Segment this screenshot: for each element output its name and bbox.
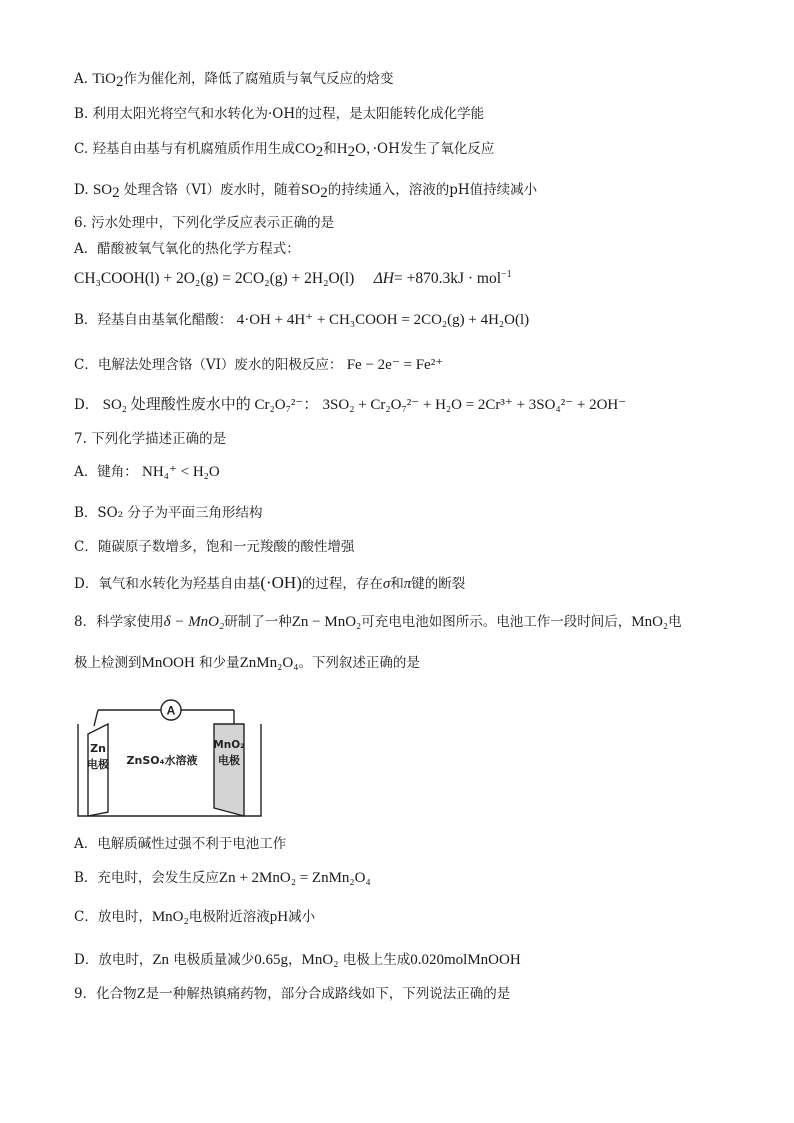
zn-wire xyxy=(94,710,98,726)
q5-option-a: A. TiO$_2$作为催化剂，降低了腐殖质与氧气反应的焓变 xyxy=(74,71,394,90)
q9-stem: 9．化合物Z是一种解热镇痛药物，部分合成路线如下，下列说法正确的是 xyxy=(74,986,511,1002)
q5-option-c: C. 羟基自由基与有机腐殖质作用生成$CO_2$和$H_2O$，·OH发生了氧化反应 xyxy=(74,141,495,160)
q7-option-c: C．随碳原子数增多，饱和一元羧酸的酸性增强 xyxy=(74,539,355,555)
q8-stem-line1: 8．科学家使用δ − MnO₂研制了一种Zn − MnO₂可充电电池如图所示。电池工作一段时间后，MnO₂电 xyxy=(74,614,682,630)
q7-stem: 7. 下列化学描述正确的是 xyxy=(74,431,227,447)
mno2-electrode-label-1: MnO₂ xyxy=(213,739,245,751)
mno2-electrode-label-2: 电极 xyxy=(218,754,240,767)
q5-option-b: B. 利用太阳光将空气和水转化为·OH的过程，是太阳能转化成化学能 xyxy=(74,106,485,122)
q6-option-d: D． SO₂ 处理酸性废水中的 Cr₂O₇²⁻： 3SO₂ + Cr₂O₇²⁻ + H₂O = 2Cr³⁺ + 3SO₄²⁻ + 2OH⁻ xyxy=(74,397,627,413)
ammeter-label: A xyxy=(166,703,176,718)
electrolyte-label: ZnSO₄水溶液 xyxy=(126,754,198,767)
q8-option-b: B．充电时，会发生反应Zn + 2MnO₂ = ZnMn₂O₄ xyxy=(74,870,371,886)
q6-stem: 6. 污水处理中，下列化学反应表示正确的是 xyxy=(74,215,335,231)
zn-electrode-label-1: Zn xyxy=(90,742,106,755)
q8-option-d: D．放电时，Zn 电极质量减少0.65g，MnO₂ 电极上生成0.020molMnOOH xyxy=(74,952,521,968)
q6-option-c: C．电解法处理含铬（VI）废水的阳极反应： Fe − 2e⁻ = Fe²⁺ xyxy=(74,357,444,373)
q6-option-a-text: A．醋酸被氧气氧化的热化学方程式： xyxy=(74,241,300,257)
q8-option-a: A．电解质碱性过强不利于电池工作 xyxy=(74,836,287,852)
zn-electrode-label-2: 电极 xyxy=(87,758,109,771)
q6-option-a-equation: CH₃COOH(l) + 2O₂(g) = 2CO₂(g) + 2H₂O(l) ΔH= +870.3kJ · mol$^{-1}$ xyxy=(74,269,512,287)
battery-diagram xyxy=(74,696,264,820)
q5-option-d: D. $SO_2$ 处理含铬（VI）废水时，随着$SO_2$的持续通入，溶液的pH值持续减小 xyxy=(74,182,538,201)
q8-option-c: C．放电时，MnO₂电极附近溶液pH减小 xyxy=(74,909,316,925)
mno2-electrode xyxy=(214,724,244,816)
q6-option-b: B．羟基自由基氧化醋酸： 4·OH + 4H⁺ + CH₃COOH = 2CO₂(g) + 4H₂O(l) xyxy=(74,312,530,328)
q7-option-b: B．SO₂ 分子为平面三角形结构 xyxy=(74,505,263,521)
q8-stem-line2: 极上检测到MnOOH 和少量ZnMn₂O₄。下列叙述正确的是 xyxy=(74,655,420,671)
q7-option-a: A．键角： NH₄⁺ < H₂O xyxy=(74,464,220,480)
q7-option-d: D．氧气和水转化为羟基自由基(·OH)的过程，存在σ和π键的断裂 xyxy=(74,573,466,592)
